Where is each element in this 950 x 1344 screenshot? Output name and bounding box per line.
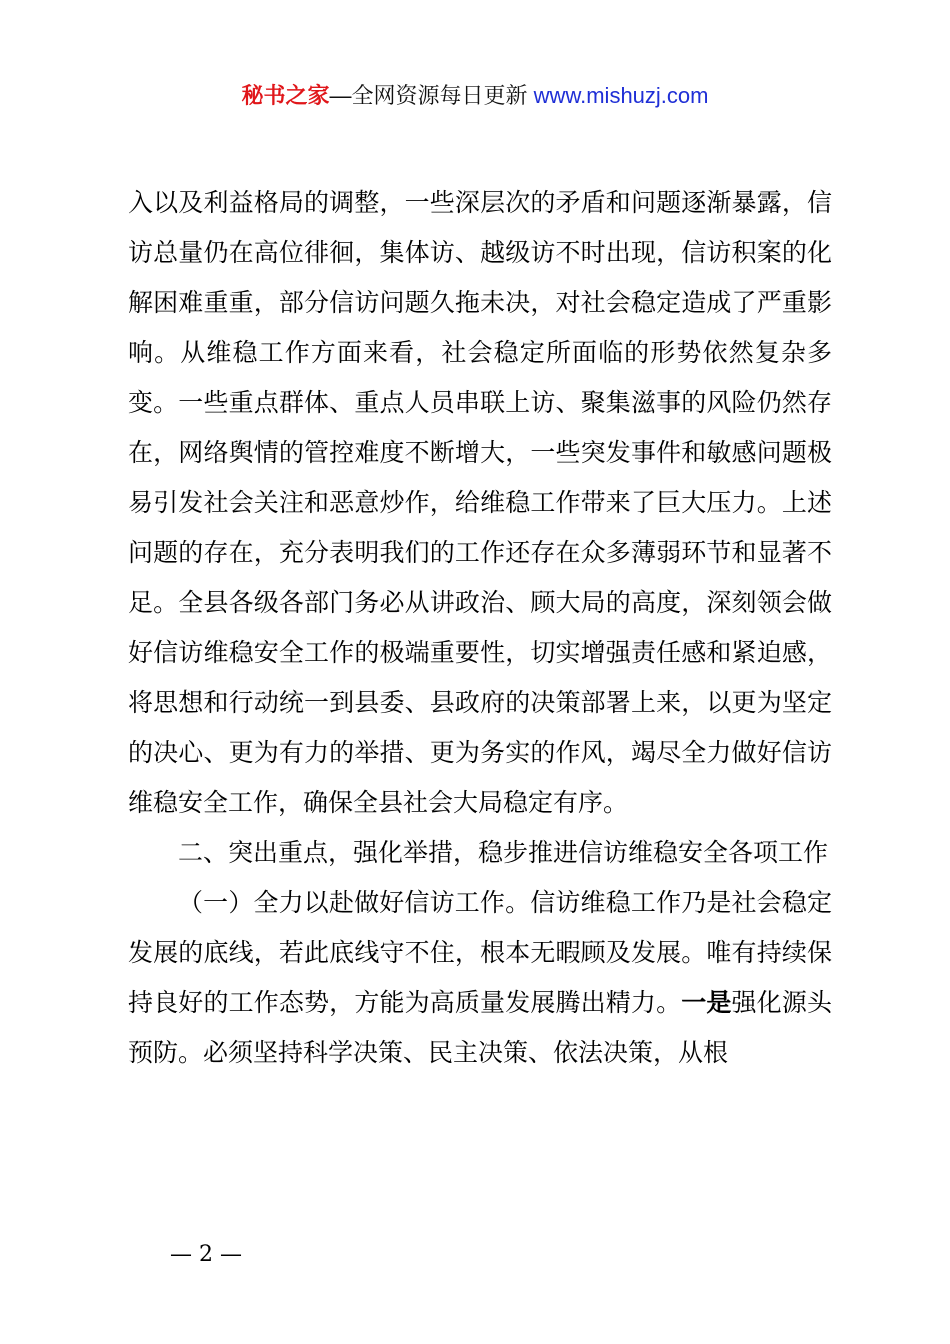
brand-name: 秘书之家: [241, 83, 330, 108]
document-body: [128, 178, 832, 1078]
emphasis-text: 一是: [681, 988, 732, 1017]
header-tagline: —全网资源每日更新: [329, 83, 528, 108]
page-header: [0, 80, 950, 112]
header-url[interactable]: www.mishuzj.com: [533, 83, 709, 108]
section-heading: 二、突出重点，强化举措，稳步推进信访维稳安全各项工作: [178, 838, 829, 867]
paragraph-text: （一）全力以赴做好信访工作。信访维稳工作乃是社会稳定发展的底线，若此底线守不住，根本无暇顾及发展。唯有持续保持良好的工作态势，方能为高质量发展腾出精力。: [128, 888, 832, 1017]
paragraph-text: 强化源头预防。必须坚持科学决策、民主决策、依法决策，从根: [128, 988, 832, 1067]
paragraph-subsection-one: [128, 878, 832, 1078]
paragraph-continuation: 入以及利益格局的调整，一些深层次的矛盾和问题逐渐暴露，信访总量仍在高位徘徊，集体访、越级访不时出现，信访积案的化解困难重重，部分信访问题久拖未决，对社会稳定造成了严重影响。从维稳工作方面来看，社会稳定所面临的形势依然复杂多变。一些重点群体、重点人员串联上访、聚集滋事的风险仍然存在，网络舆情的管控难度不断增大，一些突发事件和敏感问题极易引发社会关注和恶意炒作，给维稳工作带来了巨大压力。上述问题的存在，充分表明我们的工作还存在众多薄弱环节和显著不足。全县各级各部门务必从讲政治、顾大局的高度，深刻领会做好信访维稳安全工作的极端重要性，切实增强责任感和紧迫感，将思想和行动统一到县委、县政府的决策部署上来，以更为坚定的决心、更为有力的举措、更为务实的作风，竭尽全力做好信访维稳安全工作，确保全县社会大局稳定有序。: [128, 188, 832, 817]
page-number: — 2 —: [170, 1242, 242, 1267]
